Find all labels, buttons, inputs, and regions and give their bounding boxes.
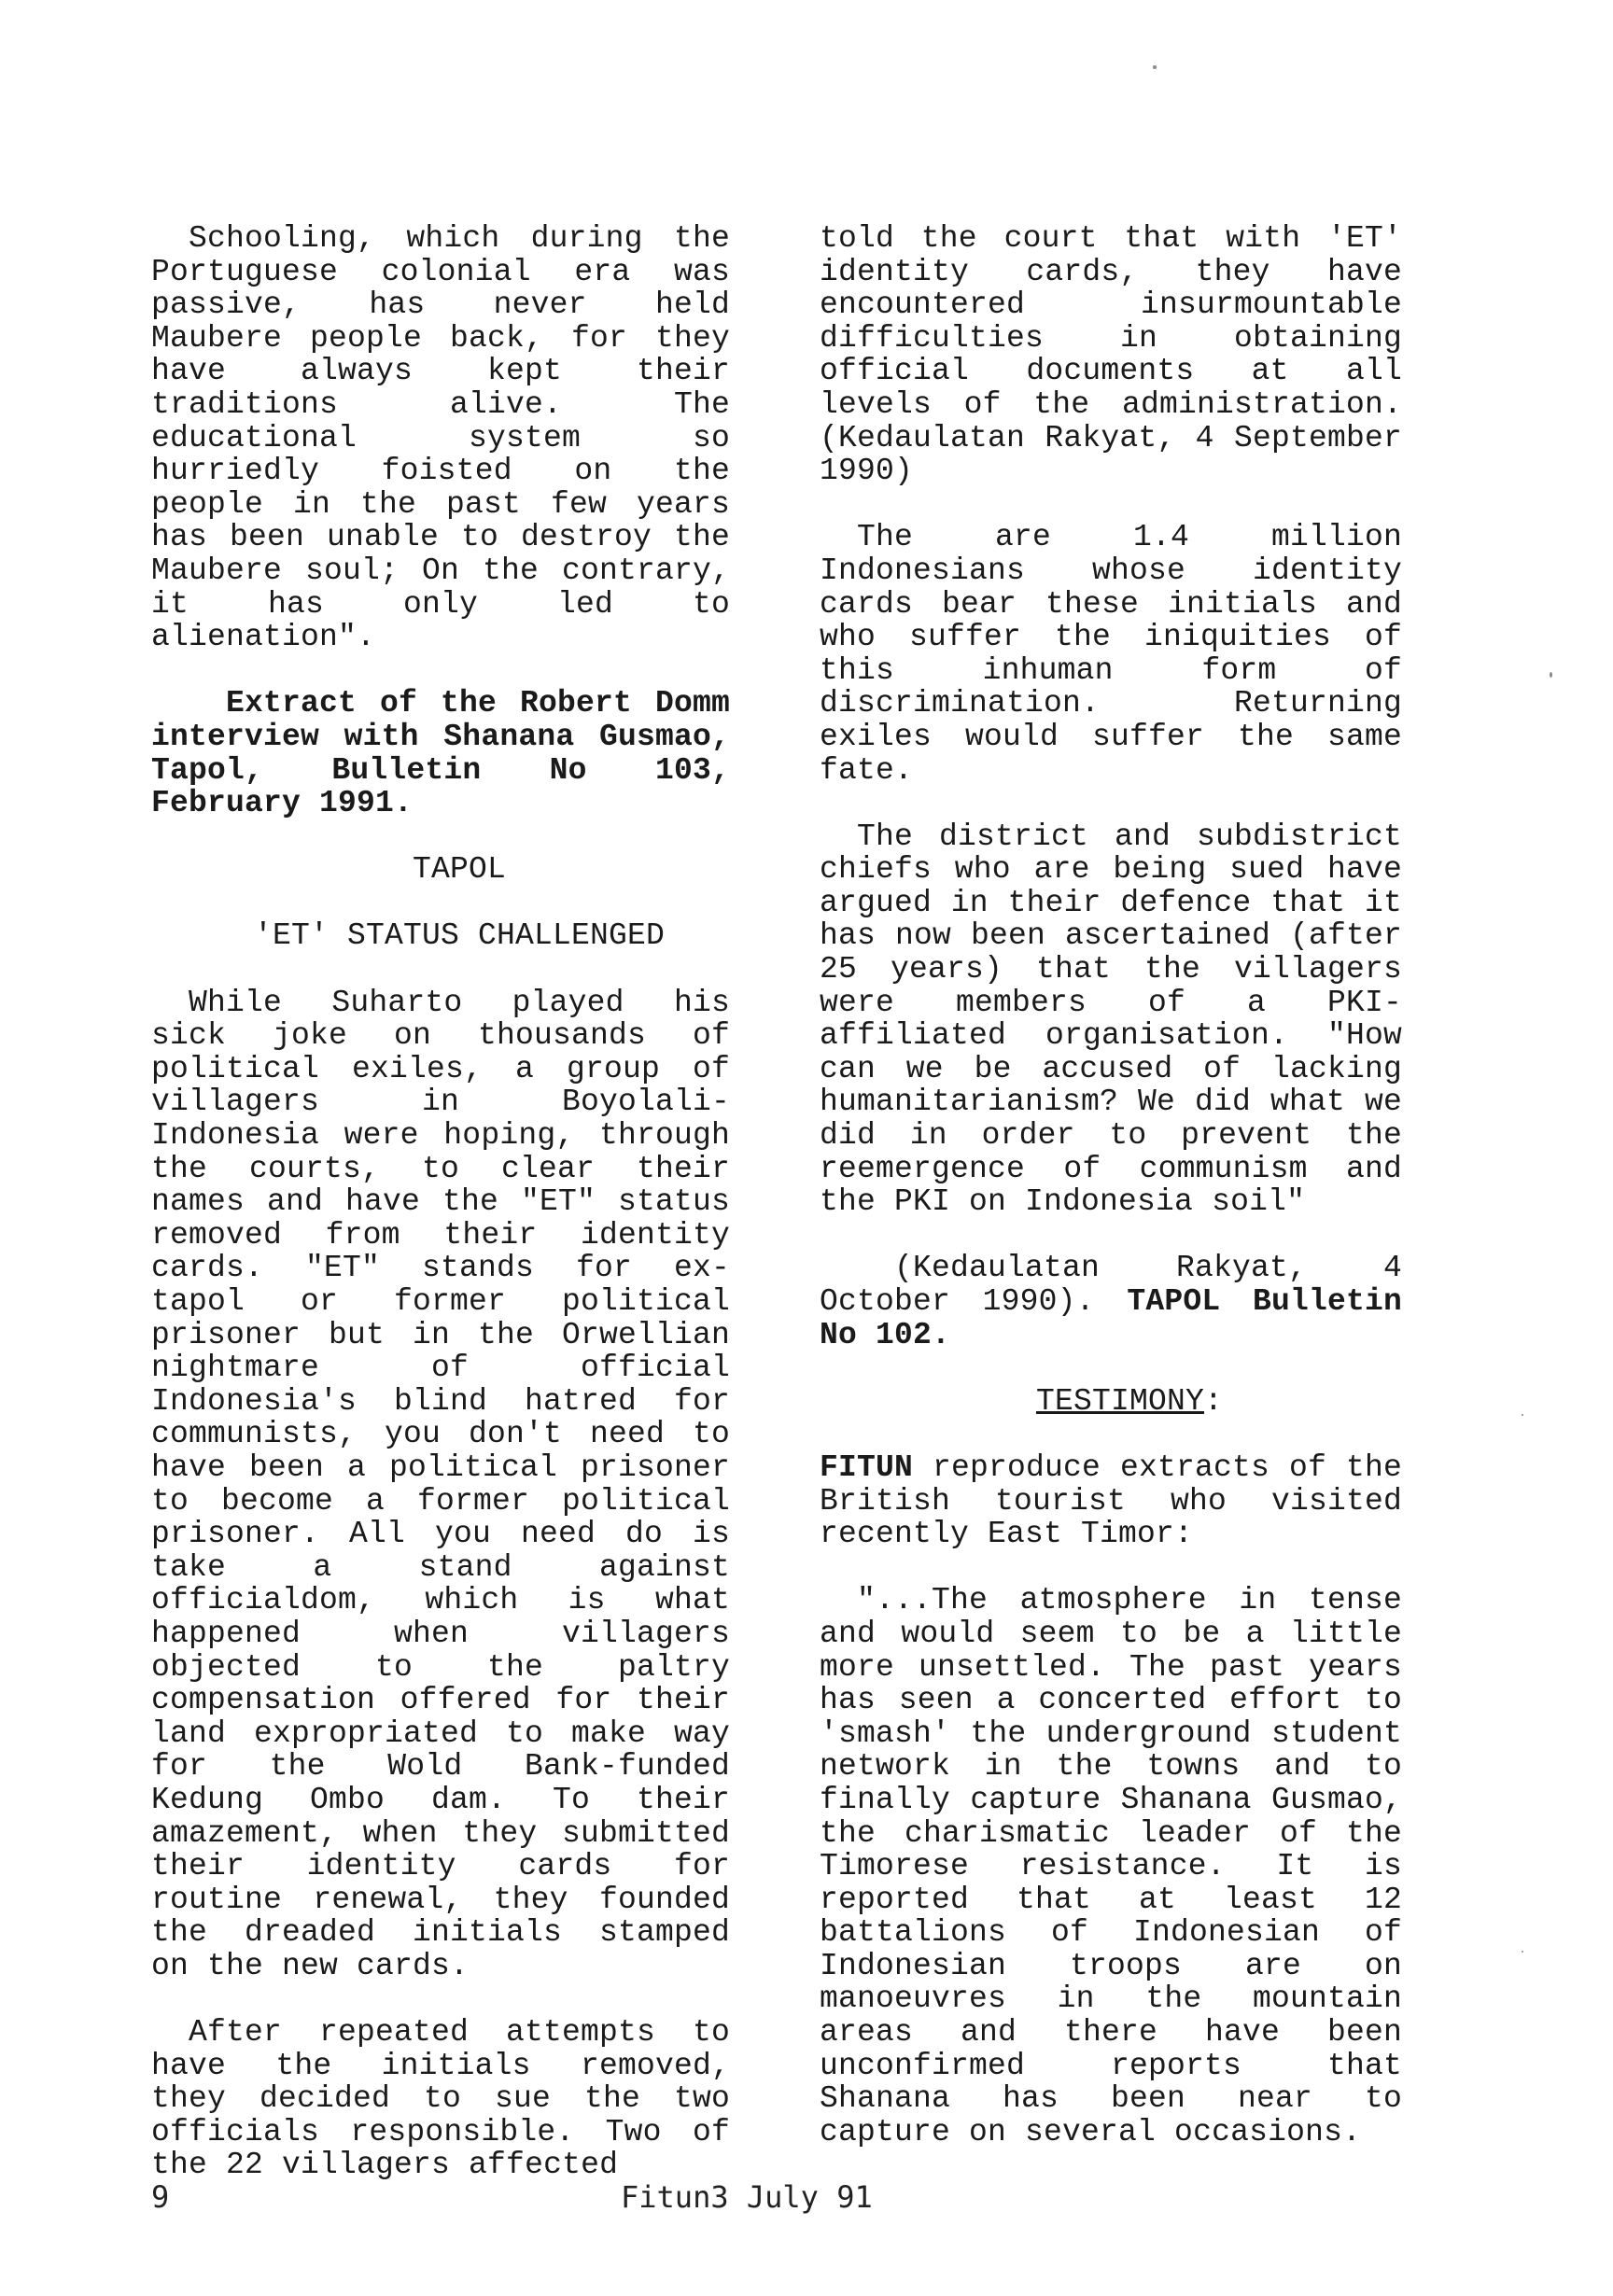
fitun-name: FITUN xyxy=(820,1449,914,1485)
section-title: 'ET' STATUS CHALLENGED xyxy=(253,918,666,954)
section-heading xyxy=(151,853,730,953)
paragraph: "...The atmosphere in tense and would seem to be a little more unsettled. The past years has seen a concerted effort to 'smash' the underground student network in the towns and to finally capture Shanana Gusmao, the charismatic leader of the Timorese resistance. It is reported that at least 12 battalions of Indonesian of Indonesian troops are on manoeuvres in the mountain areas and there have been unconfirmed reports that Shanana has been near to capture on several occasions. xyxy=(820,1583,1402,2149)
right-column xyxy=(820,222,1402,2182)
publication-footer: Fitun3 July 91 xyxy=(621,2179,873,2215)
extract-credit: Extract of the Robert Domm interview with Shanana Gusmao, Tapol, Bulletin No 103, February 1991. xyxy=(151,686,730,821)
scan-speck xyxy=(1522,1951,1523,1953)
page-number: 9 xyxy=(151,2179,170,2215)
testimony-colon: : xyxy=(1204,1383,1224,1419)
testimony-heading: TESTIMONY xyxy=(1035,1383,1204,1419)
paragraph: told the court that with 'ET' identity cards, they have encountered insurmountable difficulties in obtaining official documents at all levels of the administration. (Kedaulatan Rakyat, 4 September 1990) xyxy=(820,221,1402,489)
paragraph: Schooling, which during the Portuguese colonial era was passive, has never held Maubere people back, for they have always kept their traditions alive. The educational system so hurriedly foisted on the people in the past few years has been unable to destroy the Maubere soul; On the contrary, it has only led to alienation". xyxy=(151,221,730,655)
paragraph-citation xyxy=(820,1252,1402,1351)
scan-speck xyxy=(1522,1414,1523,1416)
citation-source: (Kedaulatan Rakyat, 4 October 1990). xyxy=(820,1251,1402,1319)
paragraph: After repeated attempts to have the initials removed, they decided to sue the two officials responsible. Two of the 22 villagers affected xyxy=(151,2015,730,2183)
testimony-heading-line xyxy=(820,1385,1402,1419)
paragraph-intro xyxy=(820,1451,1402,1551)
left-column xyxy=(151,222,730,2216)
intro-text: reproduce extracts of the British tourist who visited recently East Timor: xyxy=(820,1449,1402,1552)
citation-bulletin: TAPOL Bulletin No 102. xyxy=(820,1284,1403,1352)
paragraph: The district and subdistrict chiefs who are being sued have argued in their defence that it has now been ascertained (after 25 years) that the villagers were members of a PKI-affiliated organisation. "How can we be accused of lacking humanitarianism? We did what we did in order to prevent the reemergence of communism and the PKI on Indonesia soil" xyxy=(820,819,1402,1220)
scan-speck xyxy=(1550,672,1552,678)
scan-speck xyxy=(1153,65,1157,69)
paragraph: The are 1.4 million Indonesians whose identity cards bear these initials and who suffer the iniquities of this inhuman form of discrimination. Returning exiles would suffer the same fate. xyxy=(820,520,1402,788)
paragraph: While Suharto played his sick joke on thousands of political exiles, a group of villagers in Boyolali-Indonesia were hoping, through the courts, to clear their names and have the "ET" status removed from their identity cards. "ET" stands for ex-tapol or former political prisoner but in the Orwellian nightmare of official Indonesia's blind hatred for communists, you don't need to have been a political prisoner to become a former political prisoner. All you need do is take a stand against officialdom, which is what happened when villagers objected to the paltry compensation offered for their land expropriated to make way for the Wold Bank-funded Kedung Ombo dam. To their amazement, when they submitted their identity cards for routine renewal, they founded the dreaded initials stamped on the new cards. xyxy=(151,985,730,1983)
section-source: TAPOL xyxy=(412,852,507,888)
